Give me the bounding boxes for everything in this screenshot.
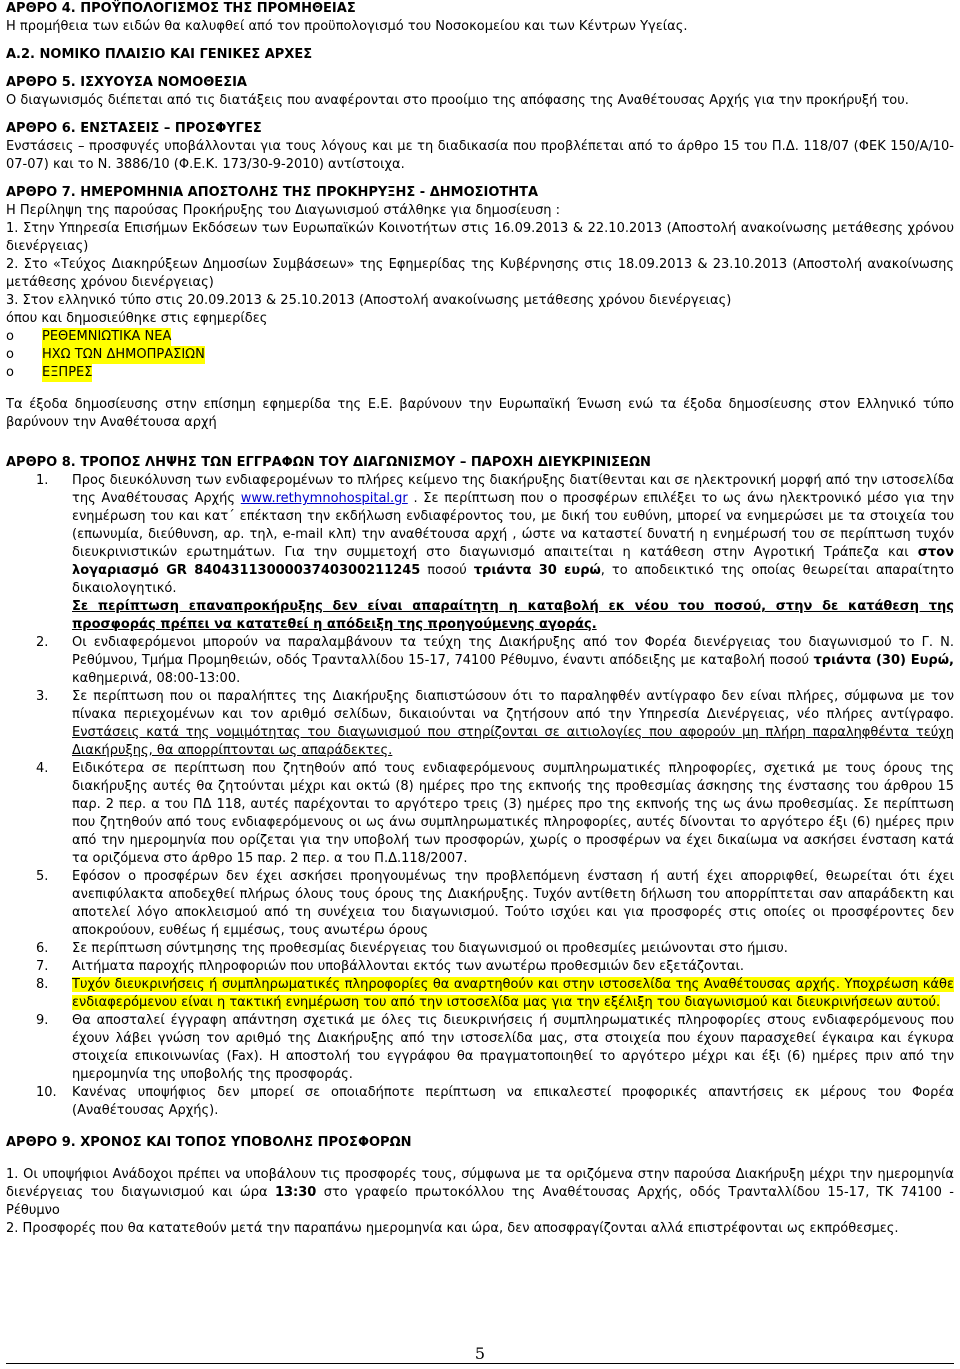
article-4-title: ΑΡΘΡΟ 4. ΠΡΟΫΠΟΛΟΓΙΣΜΟΣ ΤΗΣ ΠΡΟΜΗΘΕΙΑΣ [6, 1, 356, 16]
item-number: 7. [36, 959, 49, 974]
item-text: Θα αποσταλεί έγγραφη απάντηση σχετικά με όλες τις διευκρινήσεις ή συμπληρωματικές πληροφορίες στους ενδιαφερόμενους που έχουν λάβει γνώση τον αριθμό της Διακήρυξης από την ιστοσελίδα μας, στα στοιχεία που έχουν παρασχεθεί έγκαιρα και έγκυρα στοιχεία επικοινωνίας (Fax). Η αποστολή του εγγράφου θα πραγματοποιηθεί το αργότερο μέχρι και έξι (6) ημέρες πριν από την ημερομηνία της υποβολής της προσφοράς. [72, 1013, 954, 1082]
bullet-marker: o [6, 365, 14, 380]
article-7-outro: Τα έξοδα δημοσίευσης στην επίσημη εφημερίδα της Ε.Ε. βαρύνουν την Ευρωπαϊκή Ένωση ενώ τα έξοδα δημοσίευσης στον Ελληνικό τύπο βαρύνουν την Αναθέτουσα αρχή [6, 397, 954, 430]
item-text: , το αποδεικτικό της οποίας θεωρείται απαραίτητο δικαιολογητικό. [72, 563, 954, 596]
deadline-time: 13:30 [274, 1185, 317, 1200]
item-text: Οι ενδιαφερόμενοι μπορούν να παραλαμβάνουν τα τεύχη της Διακήρυξης από τον Φορέα διενέργειας του διαγωνισμού το Γ. Ν. Ρεθύμνου, Τμήμα Προμηθειών, οδός Τρανταλλίδου 15-17, 74100 Ρέθυμνο, έναντι απόδειξης με καταβολή ποσού [72, 635, 954, 668]
article-7-item-2: 2. Στο «Τεύχος Διακηρύξεων Δημοσίων Συμβάσεων» της Εφημερίδας της Κυβέρνησης στις 18.09.2013 & 23.10.2013 (Αποστολή ανακοίνωσης μετάθεσης χρόνου διενέργειας) [6, 257, 954, 290]
article-9-item-2: 2. Προσφορές που θα κατατεθούν μετά την παραπάνω ημερομηνία και ώρα, δεν αποσφραγίζονται αλλά επιστρέφονται ως εκπρόθεσμες. [6, 1221, 899, 1236]
newspaper-name: ΗΧΩ ΤΩΝ ΔΗΜΟΠΡΑΣΙΩΝ [42, 347, 205, 362]
article-8-item-9 [6, 1012, 954, 1084]
article-8-item-7 [6, 958, 954, 976]
article-7-title: ΑΡΘΡΟ 7. ΗΜΕΡΟΜΗΝΙΑ ΑΠΟΣΤΟΛΗΣ ΤΗΣ ΠΡΟΚΗΡΥΞΗΣ - ΔΗΜΟΣΙΟΤΗΤΑ [6, 185, 539, 200]
item-text: Τυχόν διευκρινήσεις ή συμπληρωματικές πληροφορίες θα αναρτηθούν και στην ιστοσελίδα της Αναθέτουσας αρχής. Υποχρέωση κάθε ενδιαφερόμενου είναι η τακτική ενημέρωση του από την ιστοσελίδα μας για την εξέλιξη του διαγωνισμού και διευκρινήσεων αυτού. [72, 977, 954, 1010]
list-item [6, 328, 954, 346]
item-text: στο γραφείο πρωτοκόλλου της Αναθέτουσας Αρχής, οδός Τρανταλλίδου 15-17, ΤΚ 74100 - Ρέθυμνο [6, 1185, 954, 1218]
article-8-item-10 [6, 1084, 954, 1120]
article-5-title: ΑΡΘΡΟ 5. ΙΣΧΥΟΥΣΑ ΝΟΜΟΘΕΣΙΑ [6, 75, 247, 90]
article-7-item-3: 3. Στον ελληνικό τύπο στις 20.09.2013 & 25.10.2013 (Αποστολή ανακοίνωσης μετάθεσης χρόνου διενέργειας) [6, 293, 732, 308]
article-8-title: ΑΡΘΡΟ 8. ΤΡΟΠΟΣ ΛΗΨΗΣ ΤΩΝ ΕΓΓΡΑΦΩΝ ΤΟΥ ΔΙΑΓΩΝΙΣΜΟΥ – ΠΑΡΟΧΗ ΔΙΕΥΚΡΙΝΙΣΕΩΝ [6, 455, 651, 470]
item-text: Εφόσον ο προσφέρων δεν έχει ασκήσει προηγουμένως την προβλεπόμενη ένσταση ή αυτή έχει απορριφθεί, θεωρείται ότι έχει ανεπιφύλακτα αποδεχθεί πλήρως όλους τους όρους της Διακήρυξης. Τυχόν αντίθετη δήλωση του απορρίπτεται σαν απαράδεκτη και αποτελεί λόγο αποκλεισμού από τη συνέχεια του διαγωνισμού. Τούτο ισχύει και για προσφορές στις οποίες οι προσφέροντες δεν αποκρούουν, ευθέως ή εμμέσως, τους ανωτέρω όρους [72, 869, 954, 938]
newspaper-list [6, 328, 954, 382]
item-number: 8. [36, 977, 49, 992]
item-text: ποσού [420, 563, 474, 578]
item-text: Σε περίπτωση που οι παραλήπτες της Διακήρυξης διαπιστώσουν ότι το παραληφθέν αντίγραφο δεν είναι πλήρες, σύμφωνα με τον πίνακα περιεχομένων και τον αριθμό σελίδων, δικαιούνται να ζητήσουν από την Υπηρεσία Διενέργειας, νέο πλήρες αντίγραφο. [72, 689, 954, 722]
bank-account: στον λογαριασμό GR 8404311300003740300211245 [72, 545, 954, 578]
item-text: Σε περίπτωση σύντμησης της προθεσμίας διενέργειας του διαγωνισμού οι προθεσμίες μειώνονται στο ήμισυ. [72, 941, 788, 956]
article-7-intro: Η Περίληψη της παρούσας Προκήρυξης του Διαγωνισμού στάλθηκε για δημοσίευση : [6, 203, 561, 218]
bullet-marker: o [6, 347, 14, 362]
item-number: 4. [36, 761, 49, 776]
newspaper-name: ΕΞΠΡΕΣ [42, 365, 93, 380]
article-8-item-2 [6, 634, 954, 688]
article-6-title: ΑΡΘΡΟ 6. ΕΝΣΤΑΣΕΙΣ – ΠΡΟΣΦΥΓΕΣ [6, 121, 262, 136]
item-text: Αιτήματα παροχής πληροφοριών που υποβάλλονται εκτός των ανωτέρω προθεσμιών δεν εξετάζονται. [72, 959, 745, 974]
bottom-rule [6, 1363, 954, 1364]
item-number: 5. [36, 869, 49, 884]
list-item [6, 364, 954, 382]
article-6-text: Ενστάσεις – προσφυγές υποβάλλονται για τους λόγους και με τη διαδικασία που προβλέπεται από το άρθρο 15 του Π.Δ. 118/07 (ΦΕΚ 150/Α/10-07-07) και το Ν. 3886/10 (Φ.Ε.Κ. 173/30-9-2010) αντίστοιχα. [6, 139, 954, 172]
item-number: 9. [36, 1013, 49, 1028]
article-8-item-3 [6, 688, 954, 760]
item-text: Κανένας υποψήφιος δεν μπορεί σε οποιαδήποτε περίπτωση να επικαλεστεί προφορικές απαντήσεις εκ μέρους του Φορέα (Αναθέτουσας Αρχής). [72, 1085, 954, 1118]
item-number: 10. [36, 1085, 57, 1100]
objection-note: Ενστάσεις κατά της νομιμότητας του διαγωνισμού που στηρίζονται σε αιτιολογίες που αφορούν μη πλήρη παραληφθέντα τεύχη Διακήρυξης, θα απορρίπτονται ως απαράδεκτες. [72, 725, 954, 758]
article-9-title: ΑΡΘΡΟ 9. ΧΡΟΝΟΣ ΚΑΙ ΤΟΠΟΣ ΥΠΟΒΟΛΗΣ ΠΡΟΣΦΟΡΩΝ [6, 1135, 412, 1150]
reissue-note: Σε περίπτωση επαναπροκήρυξης δεν είναι απαραίτητη η καταβολή εκ νέου του ποσού, στην δε κατάθεση της προσφοράς πρέπει να κατατεθεί η απόδειξη της προηγούμενης αγοράς. [72, 599, 954, 632]
list-item [6, 346, 954, 364]
article-8-item-5 [6, 868, 954, 940]
page-number: 5 [474, 1344, 486, 1363]
item-text: Ειδικότερα σε περίπτωση που ζητηθούν από τους ενδιαφερόμενους συμπληρωματικές πληροφορίες, σχετικά με τους όρους της διακήρυξης αυτές θα ζητούνται μέχρι και οκτώ (8) ημέρες προ της εκπνοής της προθεσμίας άσκησης της ένστασης του άρθρου 15 παρ. 2 περ. α του ΠΔ 118, αυτές παρέχονται το αργότερο τρεις (3) ημέρες προ της εκπνοής της ως άνω προθεσμίας. Σε περίπτωση που ζητηθούν από τους ενδιαφερόμενους οι ως άνω συμπληρωματικές πληροφορίες, αυτές δίνονται το αργότερο έξι (6) ημέρες πριν από την ημερομηνία που ορίζεται για την υποβολή των προσφορών, χωρίς ο προσφέρων να έχει δικαίωμα να ασκήσει ένσταση κατά τα οριζόμενα στο άρθρο 15 παρ. 2 περ. α του Π.Δ.118/2007. [72, 761, 954, 866]
article-8-item-4 [6, 760, 954, 868]
article-5-text: Ο διαγωνισμός διέπεται από τις διατάξεις που αναφέρονται στο προοίμιο της απόφασης της Αναθέτουσας Αρχής για την προκήρυξή του. [6, 93, 909, 108]
website-link[interactable]: www.rethymnohospital.gr [240, 491, 408, 506]
item-number: 2. [36, 635, 49, 650]
article-7-item-1: 1. Στην Υπηρεσία Επισήμων Εκδόσεων των Ευρωπαϊκών Κοινοτήτων στις 16.09.2013 & 22.10.2013 (Αποστολή ανακοίνωσης μετάθεσης χρόνου διενέργειας) [6, 221, 954, 254]
section-a2-title: Α.2. ΝΟΜΙΚΟ ΠΛΑΙΣΙΟ ΚΑΙ ΓΕΝΙΚΕΣ ΑΡΧΕΣ [6, 47, 313, 62]
newspaper-name: ΡΕΘΕΜΝΙΩΤΙΚΑ ΝΕΑ [42, 329, 172, 344]
article-8-item-8 [6, 976, 954, 1012]
article-4-text: Η προμήθεια των ειδών θα καλυφθεί από τον προϋπολογισμό του Νοσοκομείου και των Κέντρων Υγείας. [6, 19, 688, 34]
item-text: καθημερινά, 08:00-13:00. [72, 671, 241, 686]
item-text: 1. Οι υποψήφιοι Ανάδοχοι πρέπει να υποβάλουν τις προσφορές τους, σύμφωνα με τα οριζόμενα στην παρούσα Διακήρυξη μέχρι την ημερομηνία διενέργειας του διαγωνισμού και ώρα [6, 1167, 954, 1200]
bullet-marker: o [6, 329, 14, 344]
item-text: Προς διευκόλυνση των ενδιαφερομένων το πλήρες κείμενο της διακήρυξης διατίθενται και σε ηλεκτρονική μορφή από την ιστοσελίδα της Αναθέτουσας Αρχής [72, 473, 954, 506]
item-number: 3. [36, 689, 49, 704]
fee-amount: τριάντα (30) Ευρώ, [813, 653, 954, 668]
article-9-item-1 [6, 1166, 954, 1220]
article-7-item-4: όπου και δημοσιεύθηκε στις εφημερίδες [6, 311, 268, 326]
item-number: 6. [36, 941, 49, 956]
fee-amount: τριάντα 30 ευρώ [473, 563, 601, 578]
article-8-item-6 [6, 940, 954, 958]
article-8-item-1 [6, 472, 954, 634]
document-page [6, 0, 954, 1238]
item-number: 1. [36, 473, 49, 488]
item-text: . Σε περίπτωση που ο προσφέρων επιλέξει το ως άνω ηλεκτρονικό μέσο για την ενημέρωση του και κατ΄ επέκταση την εκδήλωση ενδιαφέροντος του, με δική του ευθύνη, μπορεί να ενημερώσει με τα στοιχεία του (επωνυμία, διεύθυνση, αρ. τηλ, e-mail κλπ) την αναθέτουσα αρχή , ώστε να καταστεί δυνατή η ενημέρωσή του σε περίπτωση τυχόν διευκρινιστικών ερωτημάτων. Για την συμμετοχή στο διαγωνισμό απαιτείται η κατάθεση στην Αγροτική Τράπεζα και [72, 491, 954, 560]
